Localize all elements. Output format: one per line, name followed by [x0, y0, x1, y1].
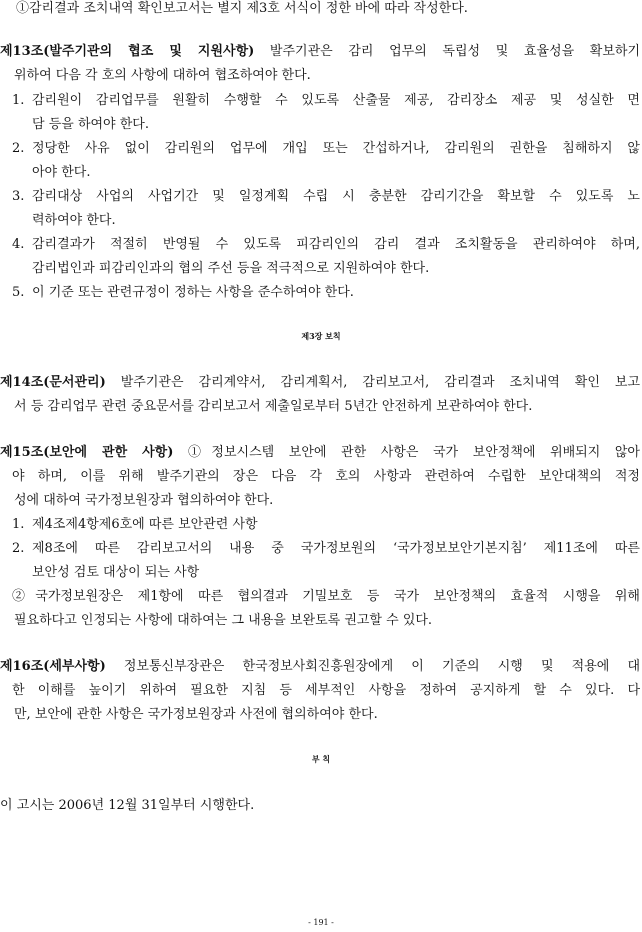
- article-13-title: 제13조(발주기관의 협조 및 지원사항): [0, 44, 255, 59]
- article-14-heading: [0, 374, 640, 392]
- paragraph-line: ①감리결과 조치내역 확인보고서는 별지 제3호 서식이 정한 바에 따라 작성한다.: [16, 1, 468, 16]
- list-item-line: 담 등을 하여야 한다.: [32, 117, 149, 132]
- list-item-line: 정당한 사유 없이 감리원의 업무에 개입 또는 간섭하거나, 감리원의 권한을 침해하지 않: [32, 141, 640, 156]
- paragraph-line: 야 하며, 이를 위해 발주기관의 장은 다음 각 호의 사항과 관련하여 수립한 보안대책의 적정: [12, 469, 640, 484]
- list-item-line: 이 기준 또는 관련규정이 정하는 사항을 준수하여야 한다.: [32, 285, 354, 300]
- article-16-title: 제16조(세부사항): [0, 659, 106, 674]
- paragraph-line: 필요하다고 인정되는 사항에 대하여는 그 내용을 보완토록 권고할 수 있다.: [14, 613, 433, 628]
- article-13-text: 발주기관은 감리 업무의 독립성 및 효율성을 확보하기: [254, 44, 640, 59]
- supplementary-heading: 부 칙: [311, 754, 331, 764]
- list-item-line: 감리결과가 적절히 반영될 수 있도록 피감리인의 감리 결과 조치활동을 관리하여야 하며,: [32, 237, 640, 252]
- list-item-line: 감리대상 사업의 사업기간 및 일정계획 수립 시 충분한 감리기간을 확보할 수 있도록 노: [32, 189, 640, 204]
- list-item-number: 2.: [12, 541, 25, 556]
- list-item-line: 력하여야 한다.: [32, 213, 116, 228]
- list-item-line: 감리원이 감리업무를 원활히 수행할 수 있도록 산출물 제공, 감리장소 제공 및 성실한 면: [32, 93, 640, 108]
- list-item-line: 보안성 검토 대상이 되는 사항: [32, 565, 200, 580]
- list-item-line: 제8조에 따른 감리보고서의 내용 중 국가정보원의 ‘국가정보보안기본지침’ 제11조에 따른: [32, 541, 640, 556]
- list-item-line: 제4조제4항제6호에 따른 보안관련 사항: [32, 517, 258, 532]
- article-15-title: 제15조(보안에 관한 사항): [0, 445, 174, 460]
- list-item-number: 1.: [12, 517, 25, 532]
- paragraph-line: ②국가정보원장은 제1항에 따른 협의결과 기밀보호 등 국가 보안정책의 효율적 시행을 위해: [12, 589, 640, 604]
- list-item-number: 5.: [12, 285, 25, 300]
- article-16-text: 정보통신부장관은 한국정보사회진흥원장에게 이 기준의 시행 및 적용에 대: [105, 659, 640, 674]
- article-14-text: 발주기관은 감리계약서, 감리계획서, 감리보고서, 감리결과 조치내역 확인 보고: [105, 375, 640, 390]
- list-item-number: 4.: [12, 237, 25, 252]
- list-item-line: 아야 한다.: [32, 165, 91, 180]
- page-number: - 191 -: [308, 918, 334, 927]
- article-14-title: 제14조(문서관리): [0, 375, 106, 390]
- article-15-heading: [0, 444, 640, 462]
- article-13-heading: [0, 43, 640, 61]
- list-item-line: 감리법인과 피감리인과의 협의 주선 등을 적극적으로 지원하여야 한다.: [32, 261, 430, 276]
- paragraph-line: 서 등 감리업무 관련 중요문서를 감리보고서 제출일로부터 5년간 안전하게 보관하여야 한다.: [14, 399, 533, 414]
- paragraph-line: 위하여 다음 각 호의 사항에 대하여 협조하여야 한다.: [14, 68, 311, 83]
- list-item-number: 3.: [12, 189, 25, 204]
- article-15-text: ①정보시스템 보안에 관한 사항은 국가 보안정책에 위배되지 않아: [173, 445, 640, 460]
- article-16-heading: [0, 658, 640, 676]
- list-item-number: 1.: [12, 93, 25, 108]
- chapter-heading: 제3장 보칙: [301, 331, 341, 341]
- paragraph-line: 만, 보안에 관한 사항은 국가정보원장과 사전에 협의하여야 한다.: [14, 707, 378, 722]
- paragraph-line: 성에 대하여 국가정보원장과 협의하여야 한다.: [14, 493, 274, 508]
- list-item-number: 2.: [12, 141, 25, 156]
- paragraph-line: 이 고시는 2006년 12월 31일부터 시행한다.: [0, 798, 255, 813]
- paragraph-line: 한 이해를 높이기 위하여 필요한 지침 등 세부적인 사항을 정하여 공지하게 할 수 있다. 다: [12, 683, 640, 698]
